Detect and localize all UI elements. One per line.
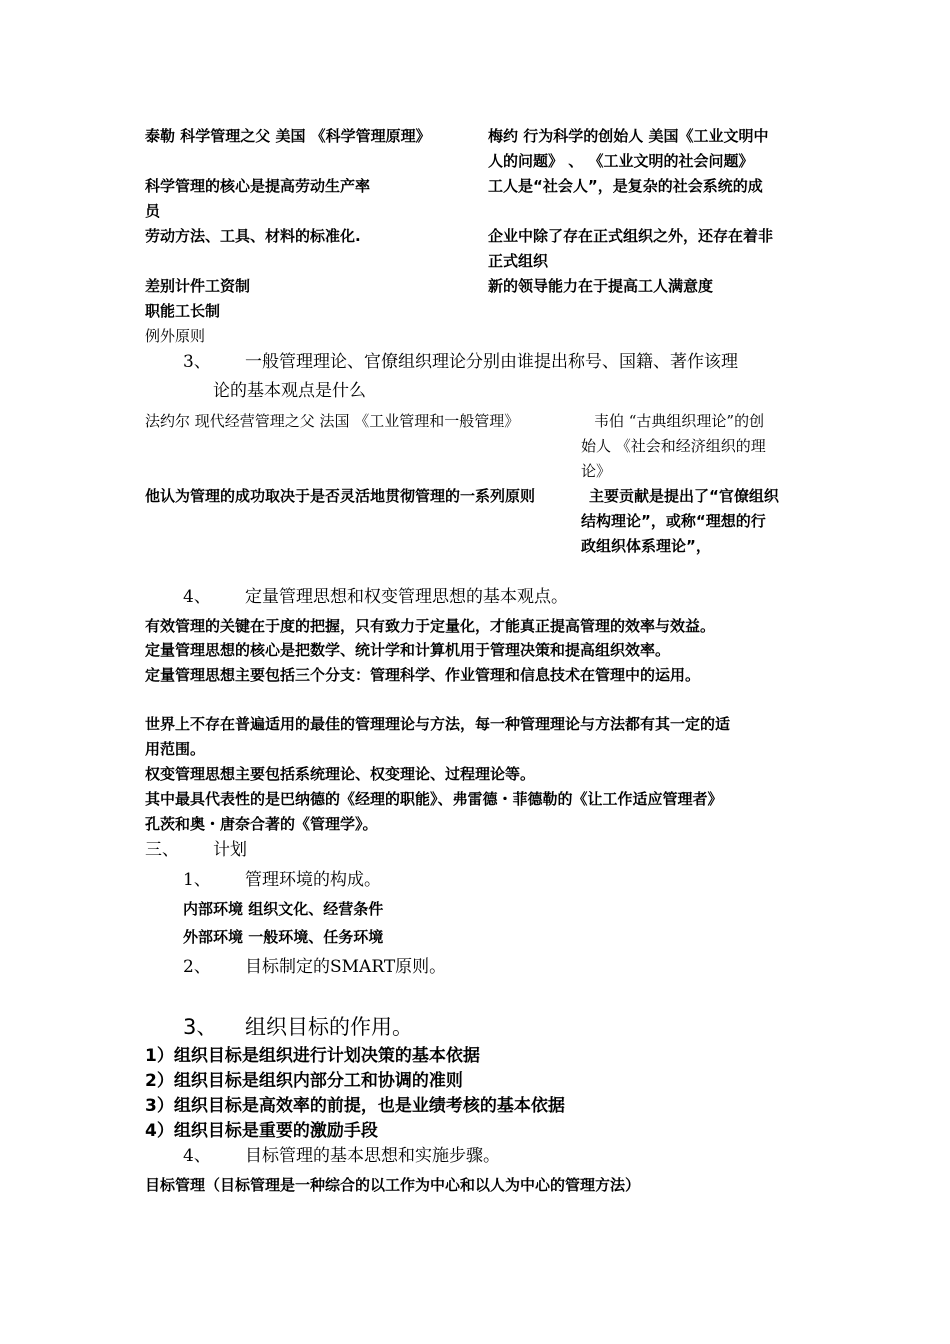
q4-title: 定量管理思想和权变管理思想的基本观点。 xyxy=(245,587,568,607)
weber-view-line1: 主要贡献是提出了“官僚组织 xyxy=(589,487,779,505)
weber-view-line3: 政组织体系理论”， xyxy=(581,537,711,555)
fayol-view: 他认为管理的成功取决于是否灵活地贯彻管理的一系列原则 xyxy=(145,487,536,505)
q4-para4-line2: 用范围。 xyxy=(145,740,206,758)
q4-para5: 权变管理思想主要包括系统理论、权变理论、过程理论等。 xyxy=(145,765,536,783)
taylor-standardization: 劳动方法、工具、材料的标准化. xyxy=(145,227,361,245)
mbo-definition: 目标管理（目标管理是一种综合的以工作为中心和以人为中心的管理方法） xyxy=(145,1176,641,1194)
q4-para3: 定量管理思想主要包括三个分支：管理科学、作业管理和信息技术在管理中的运用。 xyxy=(145,666,701,684)
external-environment: 外部环境 一般环境、任务环境 xyxy=(183,928,384,946)
q4-para2: 定量管理思想的核心是把数学、统计学和计算机用于管理决策和提高组织效率。 xyxy=(145,641,671,659)
taylor-piece-rate: 差别计件工资制 xyxy=(145,277,251,295)
s3-q4-number: 4、 xyxy=(183,1146,211,1166)
q4-para1: 有效管理的关键在于度的把握，只有致力于定量化，才能真正提高管理的效率与效益。 xyxy=(145,617,716,635)
s3-q3-title: 组织目标的作用。 xyxy=(245,1015,413,1039)
s3-q2-title: 目标制定的SMART原则。 xyxy=(245,957,447,977)
mayo-social-man-cont: 员 xyxy=(145,202,161,220)
section3-number: 三、 xyxy=(145,840,179,860)
q3-number: 3、 xyxy=(183,352,211,372)
s3-q1-title: 管理环境的构成。 xyxy=(245,870,381,890)
s3-q1-number: 1、 xyxy=(183,870,211,890)
s3-q3-number: 3、 xyxy=(183,1015,218,1039)
taylor-exception-principle: 例外原则 xyxy=(145,327,206,345)
q3-title-line1: 一般管理理论、官僚组织理论分别由谁提出称号、国籍、著作该理 xyxy=(245,352,738,372)
taylor-entry: 泰勒 科学管理之父 美国 《科学管理原理》 xyxy=(145,127,431,145)
mayo-informal-org-line1: 企业中除了存在正式组织之外，还存在着非 xyxy=(488,227,774,245)
section3-title: 计划 xyxy=(213,840,247,860)
internal-environment: 内部环境 组织文化、经营条件 xyxy=(183,900,384,918)
mayo-entry-line2: 人的问题》 、 《工业文明的社会问题》 xyxy=(488,152,754,170)
weber-entry-line3: 论》 xyxy=(581,462,612,480)
goal-role-1: 1）组织目标是组织进行计划决策的基本依据 xyxy=(145,1046,480,1066)
q4-number: 4、 xyxy=(183,587,211,607)
fayol-entry: 法约尔 现代经营管理之父 法国 《工业管理和一般管理》 xyxy=(145,412,520,430)
q4-para6-line2: 孔茨和奥・唐奈合著的《管理学》。 xyxy=(145,815,378,833)
taylor-core: 科学管理的核心是提高劳动生产率 xyxy=(145,177,371,195)
weber-entry-line2: 始人 《社会和经济组织的理 xyxy=(581,437,766,455)
mayo-entry-line1: 梅约 行为科学的创始人 美国《工业文明中 xyxy=(488,127,769,145)
goal-role-4: 4）组织目标是重要的激励手段 xyxy=(145,1121,378,1141)
mayo-social-man: 工人是“社会人”，是复杂的社会系统的成 xyxy=(488,177,763,195)
taylor-functional-foreman: 职能工长制 xyxy=(145,302,221,320)
goal-role-2: 2）组织目标是组织内部分工和协调的准则 xyxy=(145,1071,463,1091)
q3-title-line2: 论的基本观点是什么 xyxy=(213,381,366,401)
s3-q4-title: 目标管理的基本思想和实施步骤。 xyxy=(245,1146,500,1166)
goal-role-3: 3）组织目标是高效率的前提，也是业绩考核的基本依据 xyxy=(145,1096,565,1116)
q4-para6-line1: 其中最具代表性的是巴纳德的《经理的职能》、弗雷德・菲德勒的《让工作适应管理者》 xyxy=(145,790,723,808)
weber-entry-line1: 韦伯 “古典组织理论”的创 xyxy=(594,412,765,430)
mayo-leadership: 新的领导能力在于提高工人满意度 xyxy=(488,277,714,295)
mayo-informal-org-line2: 正式组织 xyxy=(488,252,549,270)
s3-q2-number: 2、 xyxy=(183,957,211,977)
weber-view-line2: 结构理论”，或称“理想的行 xyxy=(581,512,766,530)
q4-para4-line1: 世界上不存在普遍适用的最佳的管理理论与方法，每一种管理理论与方法都有其一定的适 xyxy=(145,715,731,733)
